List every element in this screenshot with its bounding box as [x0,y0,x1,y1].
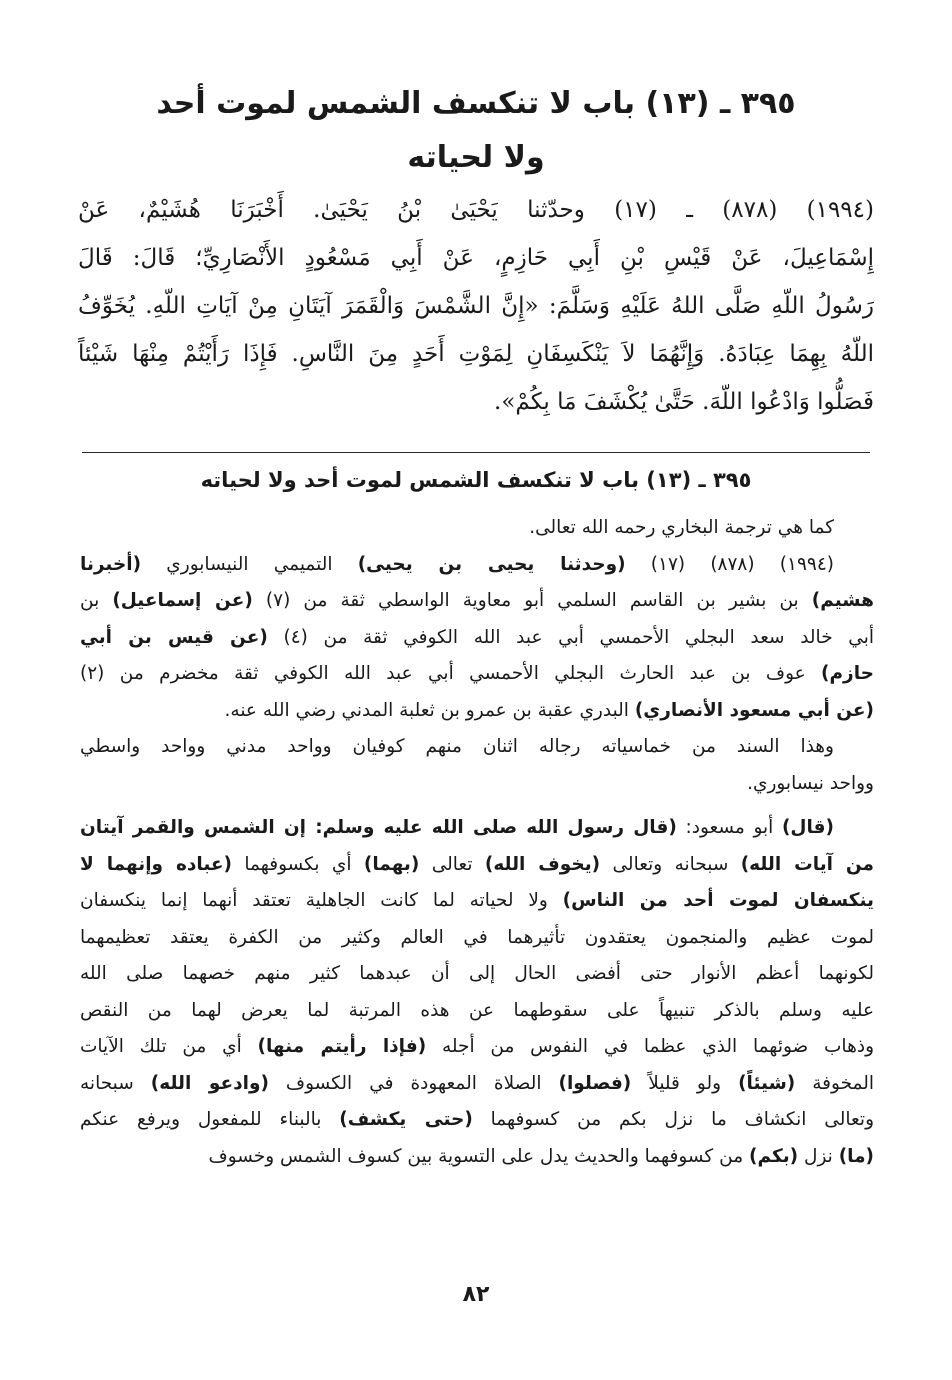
commentary-text: (١٩٩٤) (٨٧٨) (١٧) [625,553,834,575]
commentary-text: وتعالى انكشاف ما نزل بكم من كسوفهما [472,1109,874,1130]
commentary-bold-text: (ما) [838,1145,874,1167]
page-number: ٨٢ [462,1282,490,1307]
commentary-text: أي من تلك الآيات [80,1036,258,1057]
chapter-title-line-2: ولا لحياته [407,140,545,175]
hadith-line: (١٩٩٤) (٨٧٨) ـ (١٧) وحدّثنا يَحْيَىٰ بْنُ يَحْيَىٰ. أَخْبَرَنَا هُشَيْمٌ، عَنْ [78,197,874,223]
commentary-text: أبي خالد سعد البجلي الأحمسي أبي عبد الله الكوفي ثقة من (٤) [267,626,874,648]
commentary-bold-text: هشيم) [811,590,874,611]
commentary-bold-text: (حتى يكشف) [339,1109,473,1130]
commentary-text: سبحانه وتعالى [600,853,741,875]
commentary-bold-text: (وادعو الله) [150,1072,269,1094]
commentary-line [80,1139,874,1176]
commentary-line [80,883,874,920]
commentary-paragraph-2 [80,547,874,730]
section-divider [82,452,870,453]
commentary-paragraph-4 [80,810,874,1175]
commentary-bold-text: (أخبرنا [80,553,142,575]
commentary-text: التميمي النيسابوري [141,553,358,575]
commentary-paragraph-3-line: وهذا السند من خماسياته رجاله اثنان منهم كوفيان وواحد مدني وواحد واسطي [80,736,834,757]
hadith-line: رَسُولُ اللّهِ صَلَّى اللهُ عَلَيْهِ وَسَلَّمَ: «إِنَّ الشَّمْسَ وَالْقَمَرَ آيَتَانِ مِنْ آيَاتِ اللّهِ. يُخَوِّفُ [78,293,874,319]
commentary-text: ولا لحياته لما كانت الجاهلية تعتقد أنهما إنما ينكسفان [80,890,563,911]
commentary-text: بن بشير بن القاسم السلمي أبو معاوية الواسطي ثقة من (٧) [252,590,812,611]
commentary-text: نزل [798,1145,839,1167]
commentary-line [80,693,874,730]
paragraph-gap [80,802,874,810]
commentary-paragraph-3-line: وواحد نيسابوري. [747,772,874,794]
commentary-text: تعالى [419,853,485,875]
commentary-bold-text: من آيات الله) [740,853,875,875]
commentary-bold-text: (قال رسول الله صلى الله عليه وسلم: إن الشمس والقمر آيتان [80,817,677,838]
commentary-title: ٣٩٥ ـ (١٣) باب لا تنكسف الشمس لموت أحد ولا لحياته [200,468,752,492]
commentary-bold-text: حازم) [821,663,874,684]
commentary-line [80,1029,874,1066]
commentary-text: بن [80,590,113,611]
commentary-bold-text: (عباده وإنهما لا [80,853,233,875]
commentary-text: لموت عظيم والمنجمون يعتقدون تأثيرهما في العالم وكثير من الكفرة يعتقد تعظيمهما [80,926,874,948]
commentary-text: ولو قليلاً [631,1072,739,1094]
commentary-body [80,510,874,1175]
commentary-text: عوف بن عبد الحارث البجلي الأحمسي أبي عبد الله الكوفي ثقة مخضرم من (٢) [80,663,822,684]
commentary-text: أي بكسوفهما [232,853,364,875]
commentary-line [80,547,874,584]
commentary-bold-text: (بكم) [749,1145,799,1167]
commentary-text: عليه وسلم بالذكر تنبيهاً على سقوطهما عن هذه المرتبة لما يعرض لهما من النقص [80,999,874,1021]
commentary-text: المخوفة [795,1072,874,1094]
commentary-text: البدري عقبة بن عمرو بن ثعلبة المدني رضي الله عنه. [224,699,635,721]
commentary-bold-text: (فإذا رأيتم منها) [257,1036,427,1057]
commentary-text: وذهاب ضوئهما الذي عظما في النفوس من أجله [426,1036,874,1057]
commentary-bold-text: (يخوف الله) [484,853,601,875]
hadith-line: فَصَلُّوا وَادْعُوا اللّهَ. حَتَّىٰ يُكْشَفَ مَا بِكُمْ». [494,389,874,415]
commentary-line [80,920,874,957]
commentary-bold-text: (شيئاً) [738,1072,796,1094]
hadith-line: إِسْمَاعِيلَ، عَنْ قَيْسِ بْنِ أَبِي حَازِمٍ، عَنْ أَبِي مَسْعُودٍ الأَنْصَارِيِّ؛ قَالَ: قَالَ [78,245,874,271]
commentary-bold-text: (عن قيس بن أبي [80,626,268,648]
commentary-text: من كسوفهما والحديث يدل على التسوية بين كسوف الشمس وخسوف [208,1145,749,1167]
commentary-text: أبو مسعود: [676,817,782,838]
commentary-bold-text: (قال) [781,817,834,838]
commentary-bold-text: (عن أبي مسعود الأنصاري) [634,699,874,721]
commentary-text: الصلاة المعهودة في الكسوف [268,1072,559,1094]
commentary-line [80,847,874,884]
chapter-title-line-1: ٣٩٥ ـ (١٣) باب لا تنكسف الشمس لموت أحد [156,86,796,121]
commentary-text: بالبناء للمفعول ويرفع عنكم [80,1109,340,1130]
commentary-line [80,956,874,993]
commentary-line [80,656,874,693]
commentary-line [80,583,874,620]
commentary-bold-text: (فصلوا) [558,1072,632,1094]
commentary-line [80,993,874,1030]
hadith-line: اللّهُ بِهِمَا عِبَادَهُ. وَإِنَّهُمَا لاَ يَنْكَسِفَانِ لِمَوْتِ أَحَدٍ مِنَ النَّاسِ. فَإِذَا رَأَيْتُمْ مِنْهَا شَيْئاً [78,341,874,367]
commentary-bold-text: ينكسفان لموت أحد من الناس) [562,890,874,911]
commentary-line [80,810,874,847]
commentary-paragraph-1: كما هي ترجمة البخاري رحمه الله تعالى. [529,517,834,538]
commentary-text: سبحانه [80,1072,151,1094]
commentary-bold-text: (وحدثنا يحيى بن يحيى) [357,553,626,575]
commentary-bold-text: (بهما) [363,853,420,875]
commentary-line [80,620,874,657]
commentary-text: لكونهما أعظم الأنوار حتى أفضى الحال إلى أن عبدهما كثير منهم خصهما صلى الله [80,963,874,984]
commentary-bold-text: (عن إسماعيل) [112,590,253,611]
commentary-line [80,1066,874,1103]
commentary-line [80,1102,874,1139]
hadith-text [78,186,874,426]
